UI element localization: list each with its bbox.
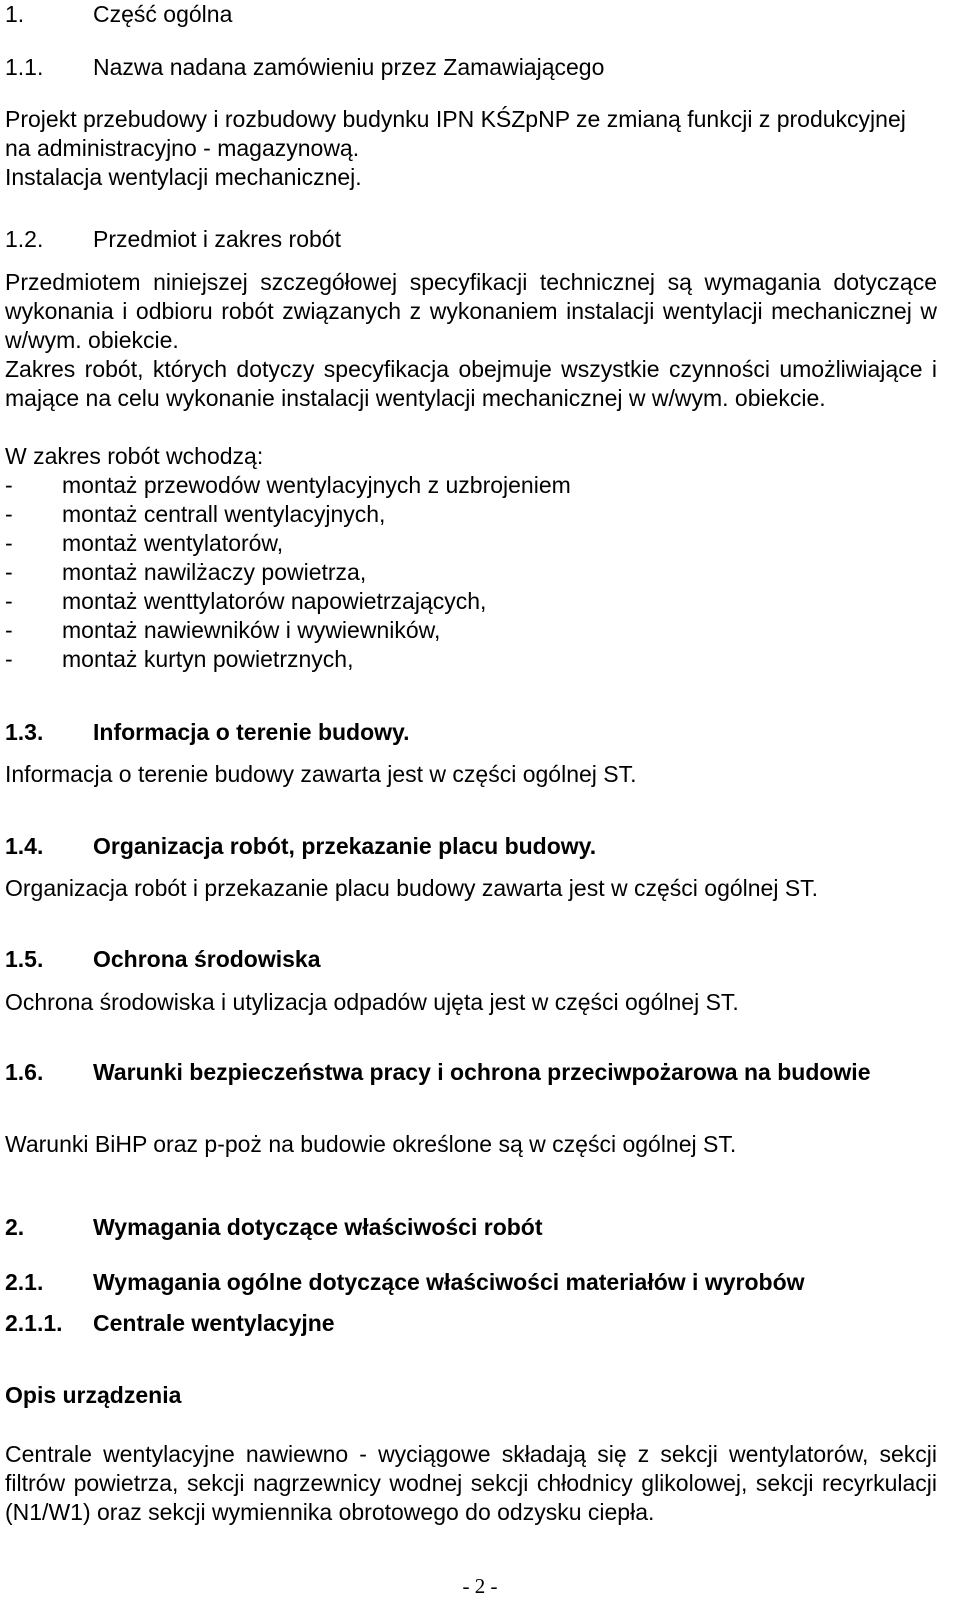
section-number: 1.5. [5, 946, 44, 972]
scope-list [5, 471, 937, 674]
section-number: 1.4. [5, 833, 44, 859]
device-description-heading: Opis urządzenia [5, 1382, 182, 1408]
section-title: Wymagania ogólne dotyczące właściwości materiałów i wyrobów [93, 1269, 805, 1295]
section-number: 1.3. [5, 719, 44, 745]
section-title: Część ogólna [93, 1, 233, 27]
section-title: Przedmiot i zakres robót [93, 226, 341, 252]
scope-paragraph-3: W zakres robót wchodzą: [5, 443, 264, 469]
section-1-4-heading [5, 832, 937, 861]
section-number: 2.1. [5, 1269, 44, 1295]
list-item-text: montaż przewodów wentylacyjnych z uzbrojeniem [62, 472, 571, 498]
section-1-1-heading [5, 53, 937, 82]
section-number: 1.6. [5, 1059, 44, 1085]
section-title: Warunki bezpieczeństwa pracy i ochrona przeciwpożarowa na budowie [93, 1059, 871, 1085]
section-title: Wymagania dotyczące właściwości robót [93, 1214, 543, 1240]
list-item [5, 616, 937, 645]
section-title: Organizacja robót, przekazanie placu budowy. [93, 833, 597, 859]
section-1-5-text: Ochrona środowiska i utylizacja odpadów ujęta jest w części ogólnej ST. [5, 989, 739, 1015]
list-item-text: montaż nawilżaczy powietrza, [62, 559, 367, 585]
dash-bullet: - [5, 501, 13, 527]
dash-bullet: - [5, 472, 13, 498]
list-item [5, 529, 937, 558]
list-item-text: montaż wenttylatorów napowietrzających, [62, 588, 487, 614]
list-item [5, 645, 937, 674]
section-title: Nazwa nadana zamówieniu przez Zamawiającego [93, 54, 605, 80]
project-name: Projekt przebudowy i rozbudowy budynku IPN KŚZpNP ze zmianą funkcji z produkcyjnej na administracyjno - magazynową. [5, 106, 906, 161]
section-1-3-heading [5, 718, 937, 747]
list-item-text: montaż wentylatorów, [62, 530, 284, 556]
scope-paragraph-1: Przedmiotem niniejszej szczegółowej specyfikacji technicznej są wymagania dotyczące wykonania i odbioru robót związanych z wykonaniem instalacji wentylacji mechanicznej w w/wym. obiekcie. [5, 269, 937, 353]
list-item [5, 471, 937, 500]
section-1-3-text: Informacja o terenie budowy zawarta jest w części ogólnej ST. [5, 761, 637, 787]
section-1-heading [5, 0, 232, 29]
section-2-1-1-heading [5, 1309, 937, 1338]
section-1-2-heading [5, 225, 937, 254]
dash-bullet: - [5, 646, 13, 672]
list-item [5, 500, 937, 529]
list-item [5, 558, 937, 587]
section-number: 2. [5, 1214, 25, 1240]
section-1-6-text: Warunki BiHP oraz p-poż na budowie określone są w części ogólnej ST. [5, 1131, 737, 1157]
section-number: 1.2. [5, 226, 44, 252]
dash-bullet: - [5, 559, 13, 585]
dash-bullet: - [5, 588, 13, 614]
section-number: 2.1.1. [5, 1310, 63, 1336]
list-item [5, 587, 937, 616]
section-number: 1.1. [5, 54, 44, 80]
section-title: Centrale wentylacyjne [93, 1310, 335, 1336]
list-item-text: montaż nawiewników i wywiewników, [62, 617, 441, 643]
page-number: - 2 - [462, 1574, 498, 1598]
dash-bullet: - [5, 530, 13, 556]
list-item-text: montaż centrall wentylacyjnych, [62, 501, 386, 527]
section-title: Informacja o terenie budowy. [93, 719, 410, 745]
project-subtitle: Instalacja wentylacji mechanicznej. [5, 164, 362, 190]
scope-paragraph-2: Zakres robót, których dotyczy specyfikacja obejmuje wszystkie czynności umożliwiające i mające na celu wykonanie instalacji wentylacji mechanicznej w w/wym. obiekcie. [5, 356, 937, 411]
section-2-heading [5, 1213, 937, 1242]
list-item-text: montaż kurtyn powietrznych, [62, 646, 354, 672]
section-1-5-heading [5, 945, 937, 974]
section-1-6-heading [5, 1058, 937, 1087]
section-1-4-text: Organizacja robót i przekazanie placu budowy zawarta jest w części ogólnej ST. [5, 875, 819, 901]
section-number: 1. [5, 1, 25, 27]
section-2-1-heading [5, 1268, 937, 1297]
section-title: Ochrona środowiska [93, 946, 321, 972]
dash-bullet: - [5, 617, 13, 643]
device-description-text: Centrale wentylacyjne nawiewno - wyciągowe składają się z sekcji wentylatorów, sekcji filtrów powietrza, sekcji nagrzewnicy wodnej sekcji chłodnicy glikolowej, sekcji recyrkulacji (N1/W1) oraz sekcji wymiennika obrotowego do odzysku ciepła. [5, 1441, 937, 1525]
